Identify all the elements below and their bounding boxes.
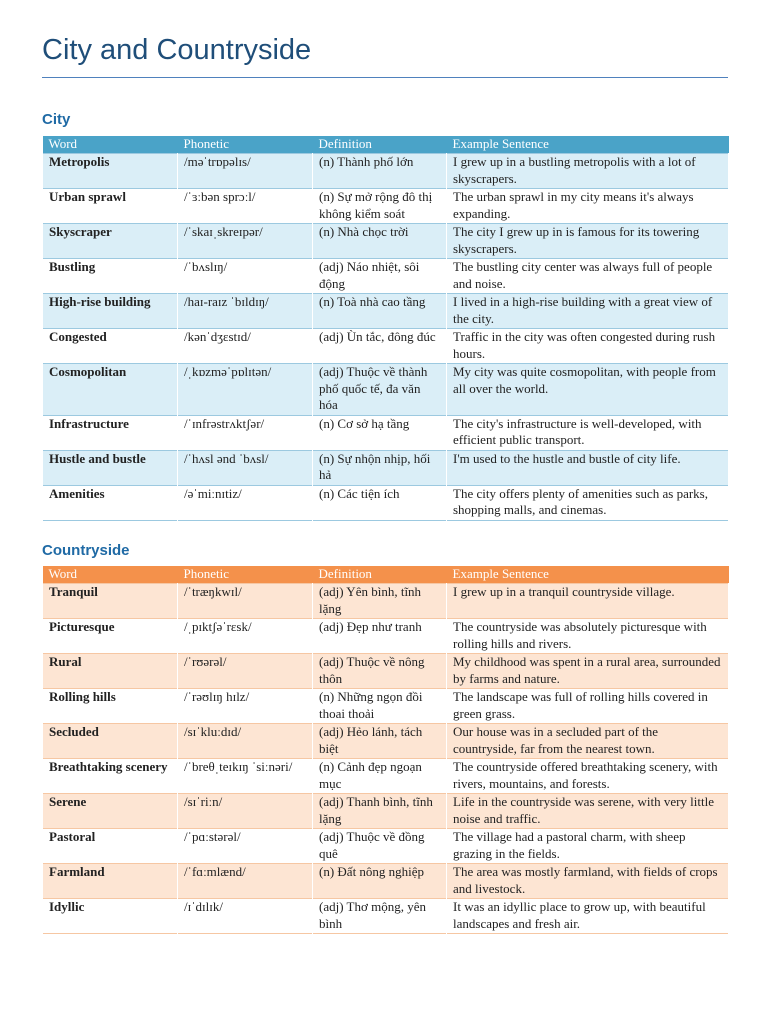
phonetic-cell: /sɪˈriːn/ xyxy=(178,794,313,829)
definition-cell: (adj) Đẹp như tranh xyxy=(313,619,447,654)
word-cell: Congested xyxy=(43,329,178,364)
word-cell: Urban sprawl xyxy=(43,189,178,224)
example-cell: The urban sprawl in my city means it's always expanding. xyxy=(447,189,729,224)
example-cell: The countryside offered breathtaking scenery, with rivers, mountains, and forests. xyxy=(447,759,729,794)
example-cell: Traffic in the city was often congested during rush hours. xyxy=(447,329,729,364)
word-cell: Cosmopolitan xyxy=(43,364,178,416)
definition-cell: (adj) Thanh bình, tĩnh lặng xyxy=(313,794,447,829)
definition-cell: (adj) Yên bình, tĩnh lặng xyxy=(313,584,447,619)
page-title: City and Countryside xyxy=(42,34,312,66)
example-cell: The bustling city center was always full of people and noise. xyxy=(447,259,729,294)
phonetic-cell: /ˈfɑːmlænd/ xyxy=(178,864,313,899)
table-row xyxy=(43,189,729,224)
definition-cell: (adj) Thuộc về thành phố quốc tế, đa văn hóa xyxy=(313,364,447,416)
definition-cell: (adj) Thuộc về đồng quê xyxy=(313,829,447,864)
definition-cell: (n) Sự mở rộng đô thị không kiểm soát xyxy=(313,189,447,224)
phonetic-cell: /haɪ-raɪz ˈbɪldɪŋ/ xyxy=(178,294,313,329)
phonetic-cell: /ˈpɑːstərəl/ xyxy=(178,829,313,864)
example-cell: The countryside was absolutely picturesque with rolling hills and rivers. xyxy=(447,619,729,654)
table-row xyxy=(43,899,729,934)
table-row xyxy=(43,689,729,724)
phonetic-cell: /ˌkɒzməˈpɒlɪtən/ xyxy=(178,364,313,416)
word-cell: Tranquil xyxy=(43,584,178,619)
example-cell: The village had a pastoral charm, with sheep grazing in the fields. xyxy=(447,829,729,864)
definition-cell: (n) Cảnh đẹp ngoạn mục xyxy=(313,759,447,794)
definition-cell: (n) Cơ sở hạ tầng xyxy=(313,415,447,450)
definition-cell: (adj) Hẻo lánh, tách biệt xyxy=(313,724,447,759)
definition-cell: (adj) Ùn tắc, đông đúc xyxy=(313,329,447,364)
word-cell: Rural xyxy=(43,654,178,689)
definition-cell: (adj) Thơ mộng, yên bình xyxy=(313,899,447,934)
phonetic-cell: /ˈrʊərəl/ xyxy=(178,654,313,689)
definition-cell: (n) Các tiện ích xyxy=(313,485,447,520)
table-row xyxy=(43,224,729,259)
column-header-phonetic: Phonetic xyxy=(178,566,313,584)
phonetic-cell: /sɪˈkluːdɪd/ xyxy=(178,724,313,759)
phonetic-cell: /ˈtræŋkwɪl/ xyxy=(178,584,313,619)
countryside-heading: Countryside xyxy=(42,542,130,559)
phonetic-cell: /ˈɜːbən sprɔːl/ xyxy=(178,189,313,224)
phonetic-cell: /ˈɪnfrəstrʌktʃər/ xyxy=(178,415,313,450)
example-cell: I'm used to the hustle and bustle of city life. xyxy=(447,450,729,485)
word-cell: Picturesque xyxy=(43,619,178,654)
table-row xyxy=(43,485,729,520)
definition-cell: (n) Đất nông nghiệp xyxy=(313,864,447,899)
word-cell: Pastoral xyxy=(43,829,178,864)
word-cell: Idyllic xyxy=(43,899,178,934)
table-row xyxy=(43,329,729,364)
word-cell: Hustle and bustle xyxy=(43,450,178,485)
city-table xyxy=(42,136,729,521)
example-cell: It was an idyllic place to grow up, with beautiful landscapes and fresh air. xyxy=(447,899,729,934)
column-header-example: Example Sentence xyxy=(447,566,729,584)
phonetic-cell: /ˈhʌsl ənd ˈbʌsl/ xyxy=(178,450,313,485)
phonetic-cell: /ˌpɪktʃəˈrɛsk/ xyxy=(178,619,313,654)
example-cell: I grew up in a bustling metropolis with a lot of skyscrapers. xyxy=(447,154,729,189)
word-cell: High-rise building xyxy=(43,294,178,329)
table-row xyxy=(43,794,729,829)
phonetic-cell: /məˈtrɒpəlɪs/ xyxy=(178,154,313,189)
example-cell: I grew up in a tranquil countryside village. xyxy=(447,584,729,619)
definition-cell: (n) Nhà chọc trời xyxy=(313,224,447,259)
definition-cell: (n) Toà nhà cao tầng xyxy=(313,294,447,329)
word-cell: Bustling xyxy=(43,259,178,294)
definition-cell: (adj) Thuộc về nông thôn xyxy=(313,654,447,689)
table-row xyxy=(43,415,729,450)
table-header-row xyxy=(43,566,729,584)
table-row xyxy=(43,829,729,864)
phonetic-cell: /ˈbreθˌteɪkɪŋ ˈsiːnəri/ xyxy=(178,759,313,794)
table-row xyxy=(43,154,729,189)
column-header-word: Word xyxy=(43,136,178,154)
example-cell: I lived in a high-rise building with a great view of the city. xyxy=(447,294,729,329)
table-row xyxy=(43,259,729,294)
table-row xyxy=(43,654,729,689)
word-cell: Secluded xyxy=(43,724,178,759)
table-row xyxy=(43,864,729,899)
example-cell: My city was quite cosmopolitan, with people from all over the world. xyxy=(447,364,729,416)
title-rule xyxy=(42,77,728,78)
example-cell: The city offers plenty of amenities such as parks, shopping malls, and cinemas. xyxy=(447,485,729,520)
example-cell: Life in the countryside was serene, with very little noise and traffic. xyxy=(447,794,729,829)
table-row xyxy=(43,724,729,759)
column-header-example: Example Sentence xyxy=(447,136,729,154)
example-cell: The area was mostly farmland, with fields of crops and livestock. xyxy=(447,864,729,899)
example-cell: The city's infrastructure is well-developed, with efficient public transport. xyxy=(447,415,729,450)
column-header-definition: Definition xyxy=(313,566,447,584)
definition-cell: (adj) Náo nhiệt, sôi động xyxy=(313,259,447,294)
example-cell: The city I grew up in is famous for its towering skyscrapers. xyxy=(447,224,729,259)
column-header-definition: Definition xyxy=(313,136,447,154)
word-cell: Amenities xyxy=(43,485,178,520)
definition-cell: (n) Sự nhộn nhịp, hối hả xyxy=(313,450,447,485)
word-cell: Infrastructure xyxy=(43,415,178,450)
table-row xyxy=(43,619,729,654)
word-cell: Rolling hills xyxy=(43,689,178,724)
example-cell: The landscape was full of rolling hills covered in green grass. xyxy=(447,689,729,724)
example-cell: Our house was in a secluded part of the countryside, far from the nearest town. xyxy=(447,724,729,759)
word-cell: Farmland xyxy=(43,864,178,899)
word-cell: Breathtaking scenery xyxy=(43,759,178,794)
table-row xyxy=(43,294,729,329)
table-row xyxy=(43,450,729,485)
phonetic-cell: /kənˈdʒɛstɪd/ xyxy=(178,329,313,364)
column-header-word: Word xyxy=(43,566,178,584)
definition-cell: (n) Những ngọn đồi thoai thoải xyxy=(313,689,447,724)
city-heading: City xyxy=(42,111,71,128)
word-cell: Skyscraper xyxy=(43,224,178,259)
phonetic-cell: /ˈrəʊlɪŋ hɪlz/ xyxy=(178,689,313,724)
phonetic-cell: /ɪˈdɪlɪk/ xyxy=(178,899,313,934)
phonetic-cell: /ˈbʌslɪŋ/ xyxy=(178,259,313,294)
table-row xyxy=(43,584,729,619)
table-row xyxy=(43,364,729,416)
definition-cell: (n) Thành phố lớn xyxy=(313,154,447,189)
phonetic-cell: /əˈmiːnɪtiz/ xyxy=(178,485,313,520)
countryside-table xyxy=(42,566,729,934)
example-cell: My childhood was spent in a rural area, surrounded by farms and nature. xyxy=(447,654,729,689)
table-header-row xyxy=(43,136,729,154)
word-cell: Serene xyxy=(43,794,178,829)
word-cell: Metropolis xyxy=(43,154,178,189)
table-row xyxy=(43,759,729,794)
phonetic-cell: /ˈskaɪˌskreɪpər/ xyxy=(178,224,313,259)
column-header-phonetic: Phonetic xyxy=(178,136,313,154)
